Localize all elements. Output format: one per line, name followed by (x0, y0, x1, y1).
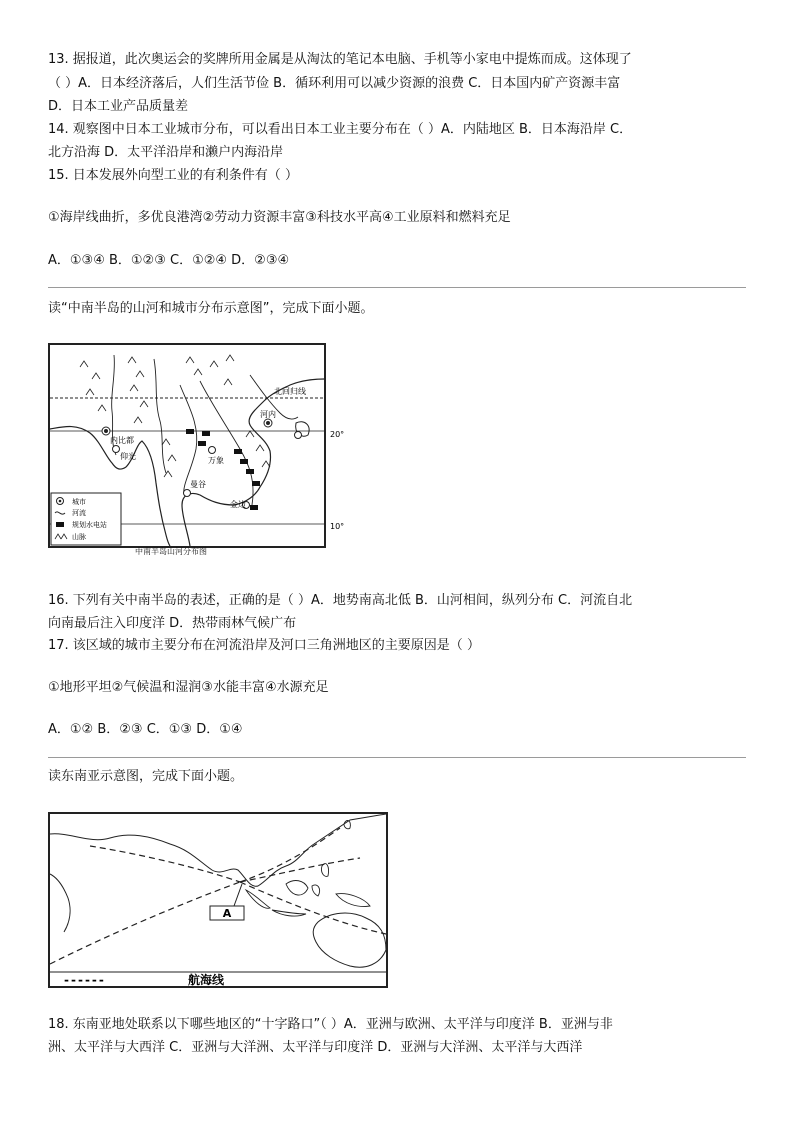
river-mekong (200, 381, 253, 505)
city-vientiane: 万象 (208, 456, 224, 465)
q16-line-2: 向南最后注入印度洋 D．热带雨林气候广布 (48, 616, 297, 631)
legend-route-label: 航海线 (188, 973, 225, 987)
coastline-east (182, 379, 324, 546)
legend-dashes: ------ (64, 973, 106, 987)
q13-line-1: 13. 据报道，此次奥运会的奖牌所用金属是从淘汰的笔记本电脑、手机等小家电中提炼而成。这体现了 (48, 52, 632, 67)
australia-coast (313, 913, 386, 967)
q18-line-2: 洲、太平洋与大西洋 C．亚洲与大洋洲、太平洋与印度洋 D．亚洲与大洋洲、太平洋与大西洋 (48, 1040, 583, 1055)
river-salween (154, 359, 166, 473)
legend-river: 河流 (72, 509, 86, 517)
indochina-map-drawing (50, 345, 345, 546)
q14-line-2: 北方沿海 D．太平洋沿岸和濑户内海沿岸 (48, 145, 284, 160)
city-naypyidaw: 内比都 (110, 436, 134, 445)
q15-items: ①海岸线曲折，多优良港湾②劳动力资源丰富③科技水平高④工业原料和燃料充足 (48, 210, 511, 225)
southeast-asia-map-drawing (50, 814, 386, 986)
q17-options: A．①② B．②③ C．①③ D．①④ (48, 722, 243, 737)
lat-20-label: 20° (330, 430, 345, 439)
city-yangon: 仰光 (120, 452, 136, 461)
q13-line-3: D．日本工业产品质量差 (48, 99, 189, 114)
q13-line-2: （ ）A．日本经济落后，人们生活节俭 B．循环利用可以减少资源的浪费 C．日本国内矿产资源丰富 (48, 76, 621, 91)
section-divider-2 (48, 757, 746, 758)
map-caption: 中南半岛山河分布图 (135, 547, 207, 556)
q17-stem: 17. 该区域的城市主要分布在河流沿岸及河口三角洲地区的主要原因是（ ） (48, 638, 480, 653)
africa-coast (50, 874, 70, 932)
q16-line-1: 16. 下列有关中南半岛的表述，正确的是（ ）A．地势南高北低 B．山河相间，纵列分布 C．河流自北 (48, 593, 633, 608)
islands (246, 821, 370, 917)
city-phnom-penh: 金边 (230, 500, 246, 509)
tropic-label: 北回归线 (274, 387, 306, 396)
section3-intro: 读东南亚示意图，完成下面小题。 (48, 769, 244, 784)
legend-hydropower: 规划水电站 (72, 521, 107, 529)
q15-options: A．①③④ B．①②③ C．①②④ D．②③④ (48, 253, 290, 268)
city-hanoi: 河内 (260, 410, 276, 419)
city-bangkok: 曼谷 (190, 480, 206, 489)
river-chao-phraya (180, 385, 197, 495)
city-markers (102, 419, 302, 509)
southeast-asia-map (48, 812, 388, 988)
label-a-pointer (234, 884, 242, 906)
lat-10-label: 10° (330, 522, 345, 531)
indochina-map (48, 343, 345, 548)
legend-mountain: 山脉 (72, 533, 86, 541)
section2-intro: 读“中南半岛的山河和城市分布示意图”，完成下面小题。 (48, 301, 374, 316)
q17-items: ①地形平坦②气候温和湿润③水能丰富④水源充足 (48, 680, 329, 695)
q14-line-1: 14. 观察图中日本工业城市分布，可以看出日本工业主要分布在（ ）A．内陆地区 B．日本海沿岸 C． (48, 122, 633, 137)
legend-city: 城市 (72, 498, 86, 506)
label-a: A (222, 907, 232, 920)
q18-line-1: 18. 东南亚地处联系以下哪些地区的“十字路口”（ ）A．亚洲与欧洲、太平洋与印度洋 B．亚洲与非 (48, 1017, 613, 1032)
q15-stem: 15. 日本发展外向型工业的有利条件有（ ） (48, 168, 298, 183)
map-legend (51, 493, 121, 545)
section-divider (48, 287, 746, 288)
shipping-routes (50, 828, 386, 964)
